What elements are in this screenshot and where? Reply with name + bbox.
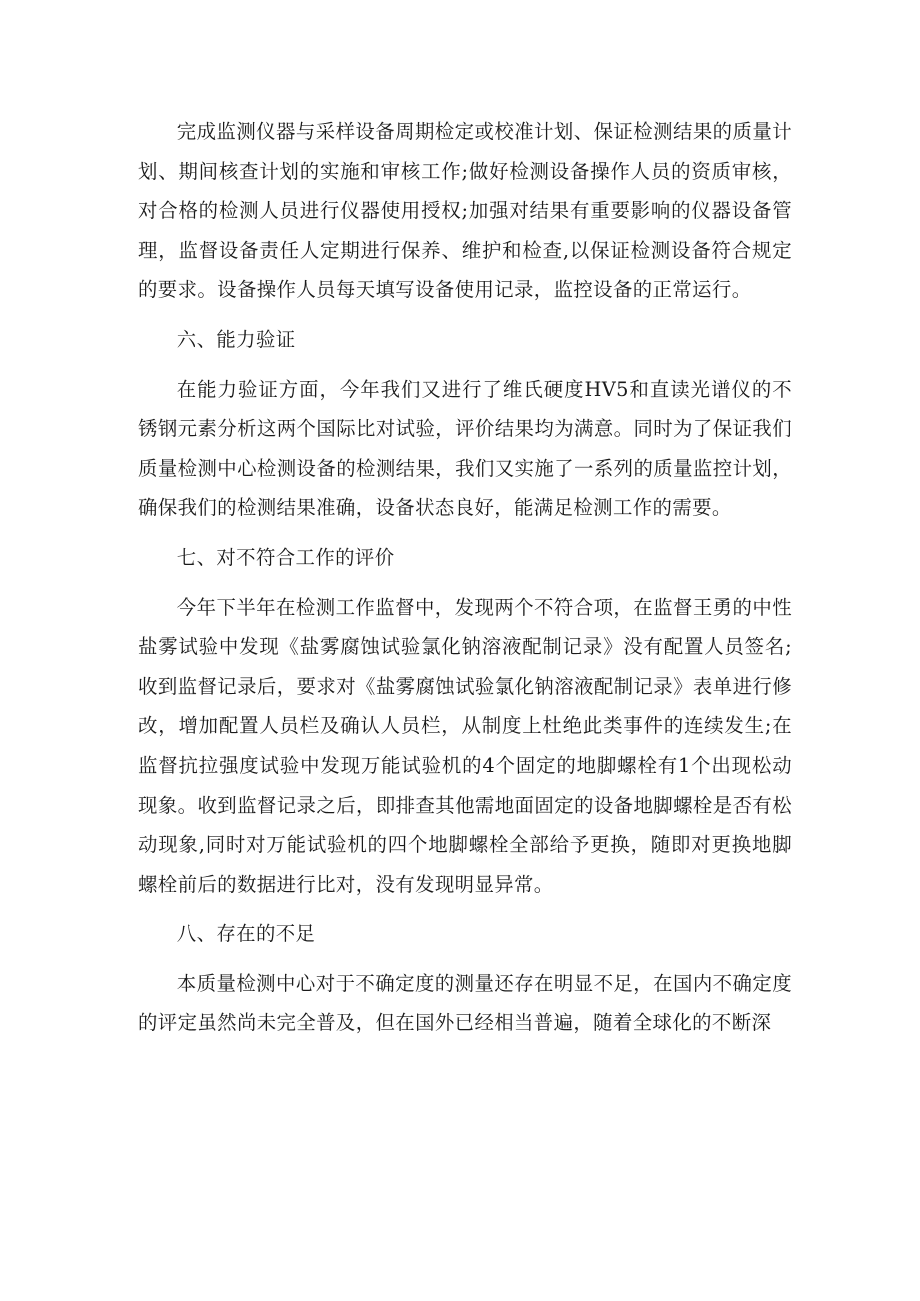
heading-nonconforming-work: 七、对不符合工作的评价 bbox=[176, 545, 395, 569]
paragraph-capability-verification: 在能力验证方面，今年我们又进行了维氏硬度HV5和直读光谱仪的不锈钢元素分析这两个国际比对试验，评价结果均为满意。同时为了保证我们质量检测中心检测设备的检测结果，我们又实施了一系列的质量监控计划，确保我们的检测结果准确，设备状态良好，能满足检测工作的需要。 bbox=[138, 377, 792, 520]
heading-shortcomings: 八、存在的不足 bbox=[176, 922, 316, 946]
heading-capability-verification: 六、能力验证 bbox=[176, 327, 296, 351]
paragraph-shortcomings: 本质量检测中心对于不确定度的测量还存在明显不足，在国内不确定度的评定虽然尚未完全普及，但在国外已经相当普遍，随着全球化的不断深 bbox=[138, 971, 792, 1035]
paragraph-equipment-management: 完成监测仪器与采样设备周期检定或校准计划、保证检测结果的质量计划、期间核查计划的实施和审核工作;做好检测设备操作人员的资质审核，对合格的检测人员进行仪器使用授权;加强对结果有重要影响的仪器设备管理，监督设备责任人定期进行保养、维护和检查,以保证检测设备符合规定的要求。设备操作人员每天填写设备使用记录，监控设备的正常运行。 bbox=[138, 120, 792, 302]
paragraph-nonconforming-work: 今年下半年在检测工作监督中，发现两个不符合项，在监督王勇的中性盐雾试验中发现《盐雾腐蚀试验氯化钠溶液配制记录》没有配置人员签名;收到监督记录后，要求对《盐雾腐蚀试验氯化钠溶液配制记录》表单进行修改，增加配置人员栏及确认人员栏，从制度上杜绝此类事件的连续发生;在监督抗拉强度试验中发现万能试验机的4个固定的地脚螺栓有1个出现松动现象。收到监督记录之后，即排查其他需地面固定的设备地脚螺栓是否有松动现象,同时对万能试验机的四个地脚螺栓全部给予更换，随即对更换地脚螺栓前后的数据进行比对，没有发现明显异常。 bbox=[138, 595, 792, 896]
